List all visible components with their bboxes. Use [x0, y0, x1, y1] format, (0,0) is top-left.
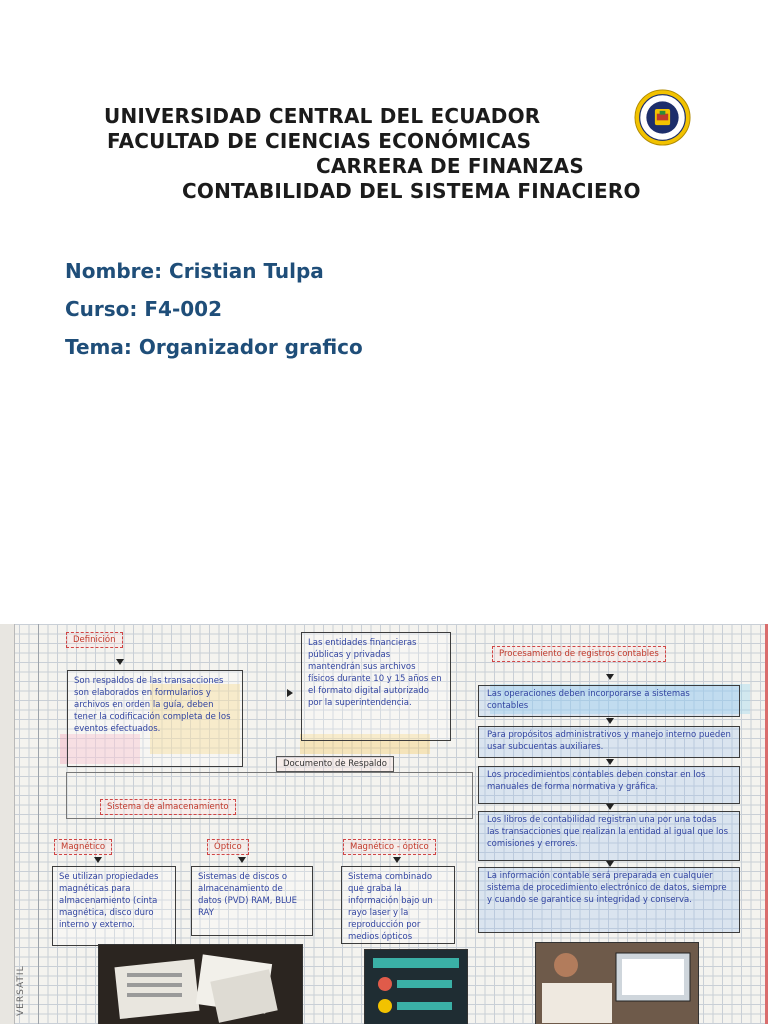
organizer-photo — [0, 624, 768, 1024]
arrow-down — [116, 659, 124, 665]
magnetoptico-title: Magnético - óptico — [343, 839, 436, 855]
course-subject: CONTABILIDAD DEL SISTEMA FINACIERO — [182, 179, 641, 203]
proc-item-3: Los procedimientos contables deben constar en los manuales de forma normativa y gráfica. — [478, 766, 740, 804]
proc-item-1: Las operaciones deben incorporarse a sistemas contables — [478, 685, 740, 717]
optico-title: Óptico — [207, 839, 249, 855]
optico-text: Sistemas de discos o almacenamiento de datos (PVD) RAM, BLUE RAY — [198, 872, 297, 918]
magnetoptico-box — [341, 866, 455, 944]
notebook-brand: VERSATIL — [16, 965, 26, 1016]
university-name: UNIVERSIDAD CENTRAL DEL ECUADOR — [104, 104, 541, 128]
magnetico-text: Se utilizan propiedades magnéticas para almacenamiento (cinta magnética, disco duro interno y externo. — [59, 872, 159, 930]
definicion-text: Son respaldos de las transacciones son elaborados en formularios y archivos en orden la guía, deben tener la codificación completa de los eventos efectuados. — [74, 676, 231, 734]
arrow-down-mag — [94, 857, 102, 863]
arrow-right — [287, 689, 293, 697]
magnetico-title: Magnético — [54, 839, 112, 855]
entidades-text: Las entidades financieras públicas y privadas mantendrán sus archivos físicos durante 10 y 15 años en el formato digital autorizado por la superintendencia. — [308, 638, 442, 708]
topic: Tema: Organizador grafico — [65, 335, 363, 359]
arrow-down-opt — [238, 857, 246, 863]
student-name: Nombre: Cristian Tulpa — [65, 259, 324, 283]
arrow-down-proc-2 — [606, 718, 614, 724]
infographic-photo — [364, 949, 468, 1024]
career-name: CARRERA DE FINANZAS — [316, 154, 584, 178]
proc-item-4: Los libros de contabilidad registran una por una todas las transacciones que realizan la entidad al igual que los comisiones y errores. — [478, 811, 740, 861]
notebook-spiral — [0, 624, 15, 1024]
magnetico-box — [52, 866, 176, 946]
almacenamiento-title: Sistema de almacenamiento — [100, 799, 236, 815]
arrow-down-proc-3 — [606, 759, 614, 765]
margin-line — [38, 624, 39, 1024]
magnetoptico-text: Sistema combinado que graba la información bajo un rayo laser y la reproducción por medios ópticos — [348, 872, 433, 942]
faculty-name: FACULTAD DE CIENCIAS ECONÓMICAS — [107, 129, 532, 153]
proc-item-5: La información contable será preparada en cualquier sistema de procedimiento electrónico de datos, siempre y cuando se garantice su integridad y conserva. — [478, 867, 740, 933]
documents-photo — [98, 944, 303, 1024]
arrow-down-proc — [606, 674, 614, 680]
course-code: Curso: F4-002 — [65, 297, 223, 321]
arrow-down-mo — [393, 857, 401, 863]
optico-box — [191, 866, 313, 936]
proc-item-2: Para propósitos administrativos y manejo interno pueden usar subcuentas auxiliares. — [478, 726, 740, 758]
university-seal-logo — [634, 89, 691, 146]
documento-respaldo-title: Documento de Respaldo — [276, 756, 394, 772]
laptop-photo — [535, 942, 699, 1024]
procesamiento-title: Procesamiento de registros contables — [492, 646, 666, 662]
definicion-title: Definición — [66, 632, 123, 648]
entidades-box — [301, 632, 451, 741]
definicion-box — [67, 670, 243, 767]
arrow-down-proc-4 — [606, 804, 614, 810]
